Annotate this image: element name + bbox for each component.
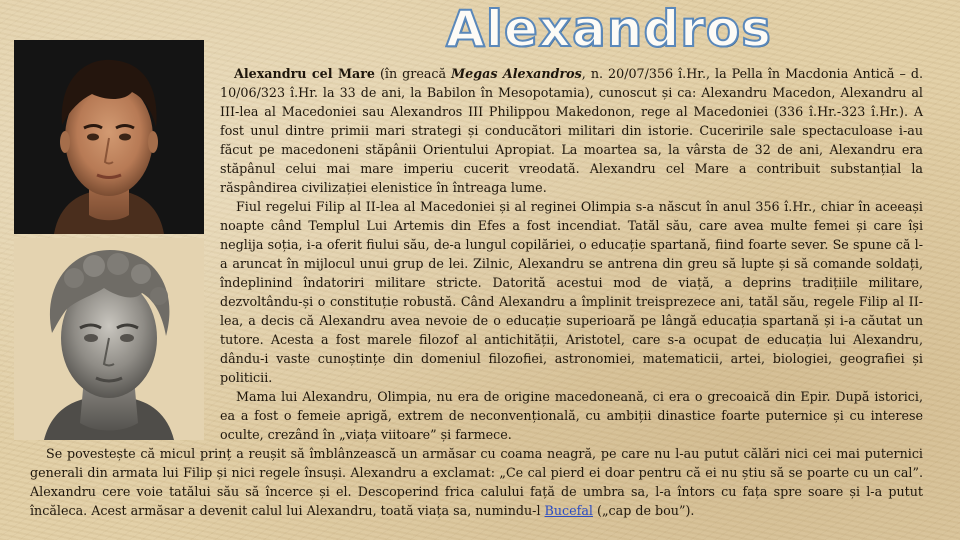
bucephalus-paragraph (30, 444, 923, 520)
childhood-paragraph: Fiul regelui Filip al II-lea al Macedoniei și al reginei Olimpia s-a născut în anul 356 î.Hr., chiar în aceeași noapte când Templul Lui Artemis din Efes a fost incendiat. Tatăl său, care avea multe femei și care își neglija soția, i-a oferit fiului său, de-a lungul copilăriei, o educație spartană, fiind foarte sever. Se spune că l-a aruncat în mijlocul unui grup de lei. Zilnic, Alexandru se antrena din greu să lupte și să comande soldați, îndeplinind îndatoriri militare stricte. Datorită acestui mod de viață, a deprins tradițiile militare, dezvoltându-și o constituție robustă. Când Alexandru a împlinit treisprezece ani, tatăl său, regele Filip al II-lea, a decis că Alexandru avea nevoie de o educație superioară pe lângă educația spartană și i-a căutat un tutore. Acesta a fost marele filozof al antichității, Aristotel, care s-a ocupat de educația lui Alexandru, dându-i vaste cunoștințe din domeniul filozofiei, astronomiei, matematicii, artei, biologiei, geografiei și politicii. (220, 199, 923, 385)
slide-title: Alexandros (446, 0, 772, 58)
bucefal-link[interactable]: Bucefal (544, 503, 593, 518)
article-body-lower (30, 444, 923, 520)
mother-paragraph: Mama lui Alexandru, Olimpia, nu era de origine macedoneană, ci era o grecoaică din Epir. După istorici, ea a fost o femeie aprigă, extrem de neconvențională, cu ambiții dinastice foarte puternice și cu interese oculte, crezând în „viața viitoare” și farmece. (220, 389, 923, 442)
bucephalus-text: Se povestește că micul prinț a reușit să îmblânzească un armăsar cu coama neagră, pe care nu l-au putut călări nici cei mai puternici generali din armata lui Filip și nici regele însuși. Alexandru a exclamat: „Ce cal pierd ei doar pentru că ei nu știu să se poarte cu un cal”. Alexandru cere voie tatălui său să încerce și el. Descoperind frica calului față de umbra sa, l-a întors cu fața spre soare și l-a putut încăleca. Acest armăsar a devenit calul lui Alexandru, toată viața sa, numindu-l (30, 446, 923, 518)
portrait-painting-image (14, 40, 204, 234)
alexander-marble-bust (14, 238, 204, 440)
marble-bust-image (14, 238, 204, 440)
article-body-upper (220, 64, 923, 444)
intro-text-part-1: (în greacă (374, 66, 452, 81)
intro-text-part-2: , n. 20/07/356 î.Hr., la Pella în Macdonia Antică – d. 10/06/323 î.Hr. la 33 de ani, la Babilon în Mesopotamia), cunoscut și ca: Alexandru Macedon, Alexandru al III-lea al Macedoniei sau Alexandros III Philippou Makedonon, rege al Macedoniei (336 î.Hr.-323 î.Hr.). A fost unul dintre primii mari strategi și conducători militari din istorie. Cuceririle sale spectaculoase i-au făcut pe macedoneni stăpânii Orientului Apropiat. La moartea sa, la vârsta de 32 de ani, Alexandru era stăpânul celui mai mare imperiu cucerit vreodată. Alexandru cel Mare a contribuit substanțial la răspândirea civilizației elenistice în întreaga lume. (220, 66, 923, 195)
subject-name: Alexandru cel Mare (234, 66, 375, 81)
greek-name: Megas Alexandros (451, 66, 582, 81)
alexander-portrait-painting (14, 40, 204, 234)
intro-paragraph (220, 64, 923, 197)
bucephalus-text-end: („cap de bou”). (592, 503, 695, 518)
